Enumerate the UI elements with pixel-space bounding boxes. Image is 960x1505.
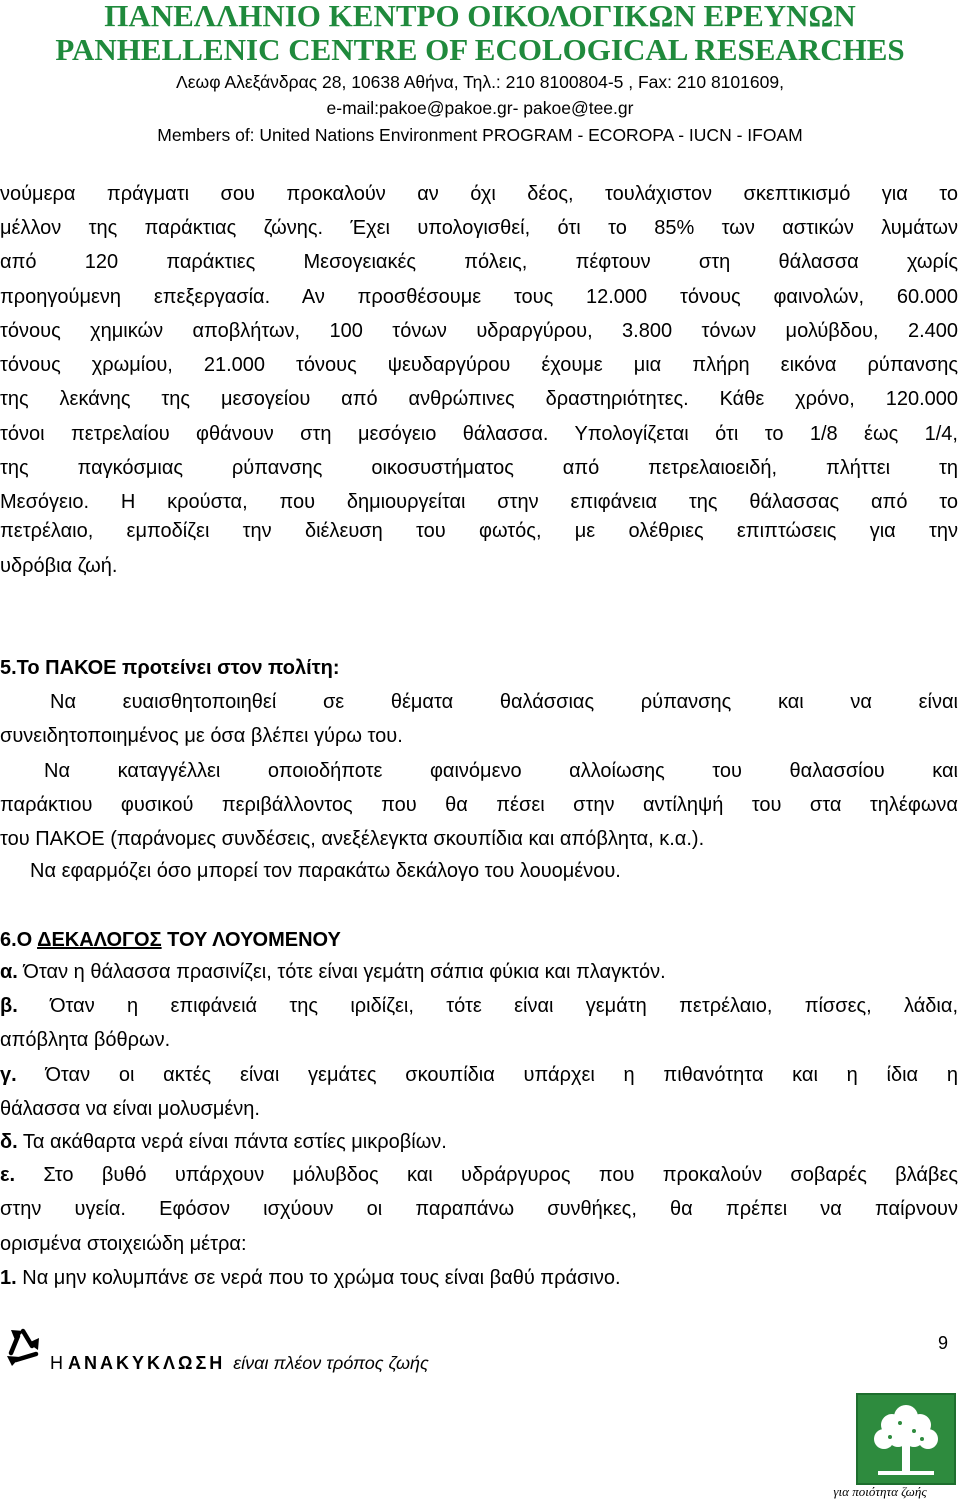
paragraph-line: προηγούμενη επεξεργασία. Αν προσθέσουμε τους 12.000 τόνους φαινολών, 60.000 — [0, 286, 958, 308]
footer-slogan: Η ΑΝΑΚΥΚΛΩΣΗ είναι πλέον τρόπος ζωής — [50, 1353, 429, 1373]
paragraph-line: μέλλον της παράκτιας ζώνης. Έχει υπολογισθεί, ότι το 85% των αστικών λυμάτων — [0, 217, 958, 239]
list-item: β. Όταν η επιφάνειά της ιριδίζει, τότε είναι γεμάτη πετρέλαιο, πίσσες, λάδια, — [0, 995, 958, 1017]
paragraph-line: της παγκόσμιας ρύπανσης οικοσυστήματος από πετρελαιοειδή, πλήττει τη — [0, 457, 958, 479]
list-item-continuation: απόβλητα βόθρων. — [0, 1029, 171, 1051]
recycle-icon — [2, 1326, 44, 1368]
paragraph-line: νούμερα πράγματι σου προκαλούν αν όχι δέος, τουλάχιστον σκεπτικισμό για το — [0, 183, 958, 205]
paragraph-line: της λεκάνης της μεσογείου από ανθρώπινες δραστηριότητες. Κάθε χρόνο, 120.000 — [0, 388, 958, 410]
paragraph-line: παράκτιου φυσικού περιβάλλοντος που θα πέσει στην αντίληψή του στα τηλέφωνα — [0, 794, 958, 816]
paragraph-line: τόνους χρωμίου, 21.000 τόνους ψευδαργύρου έχουμε μια πλήρη εικόνα ρύπανσης — [0, 354, 958, 376]
list-item: α. Όταν η θάλασσα πρασινίζει, τότε είναι γεμάτη σάπια φύκια και πλαγκτόν. — [0, 961, 666, 983]
org-address: Λεωφ Αλεξάνδρας 28, 10638 Αθήνα, Τηλ.: 210 8100804-5 , Fax: 210 8101609, — [176, 72, 784, 92]
logo-caption: για ποιότητα ζωής — [833, 1484, 927, 1499]
paragraph-line: τόνους χημικών αποβλήτων, 100 τόνων υδραργύρου, 3.800 τόνων μολύβδου, 2.400 — [0, 320, 958, 342]
section-heading: 5.Το ΠΑΚΟΕ προτείνει στον πολίτη: — [0, 657, 340, 679]
section-heading: 6.Ο ΔΕΚΑΛΟΓΟΣ ΤΟΥ ΛΟΥΟΜΕΝΟΥ — [0, 929, 341, 951]
list-item-continuation: θάλασσα να είναι μολυσμένη. — [0, 1098, 260, 1120]
list-item: δ. Τα ακάθαρτα νερά είναι πάντα εστίες μικροβίων. — [0, 1131, 447, 1153]
paragraph-line: συνειδητοποιημένος με όσα βλέπει γύρω του. — [0, 725, 403, 747]
org-email: e-mail:pakoe@pakoe.gr- pakoe@tee.gr — [326, 98, 634, 118]
org-name-greek: ΠΑΝΕΛΛΗΝΙΟ ΚΕΝΤΡΟ ΟΙΚΟΛΟΓΙΚΩΝ ΕΡΕΥΝΩΝ — [104, 0, 856, 33]
page-number: 9 — [938, 1333, 949, 1353]
list-item: 1. Να μην κολυμπάνε σε νερά που το χρώμα τους είναι βαθύ πράσινο. — [0, 1267, 621, 1289]
list-item-continuation: ορισμένα στοιχειώδη μέτρα: — [0, 1233, 247, 1255]
paragraph-line: Μεσόγειο. Η κρούστα, που δημιουργείται στην επιφάνεια της θάλασσας από το — [0, 491, 958, 513]
org-name-english: PANHELLENIC CENTRE OF ECOLOGICAL RESEARCHES — [55, 32, 905, 67]
list-item-continuation: στην υγεία. Εφόσον ισχύουν οι παραπάνω συνθήκες, θα πρέπει να παίρνουν — [0, 1198, 958, 1220]
paragraph-line: Να εφαρμόζει όσο μπορεί τον παρακάτω δεκάλογο του λουομένου. — [30, 860, 621, 882]
paragraph-line: Να καταγγέλλει οποιοδήποτε φαινόμενο αλλοίωσης του θαλασσίου και — [44, 760, 958, 782]
paragraph-line: υδρόβια ζωή. — [0, 555, 118, 577]
tree-logo-icon — [856, 1393, 956, 1485]
paragraph-line: τόνοι πετρελαίου φθάνουν στη μεσόγειο θάλασσα. Υπολογίζεται ότι το 1/8 έως 1/4, — [0, 423, 958, 445]
paragraph-line: πετρέλαιο, εμποδίζει την διέλευση του φωτός, με ολέθριες επιπτώσεις για την — [0, 520, 958, 542]
list-item: γ. Όταν οι ακτές είναι γεμάτες σκουπίδια υπάρχει η πιθανότητα και η ίδια η — [0, 1064, 958, 1086]
list-item: ε. Στο βυθό υπάρχουν μόλυβδος και υδράργυρος που προκαλούν σοβαρές βλάβες — [0, 1164, 958, 1186]
org-memberships: Members of: United Nations Environment PROGRAM - ECOROPA - IUCN - IFOAM — [157, 125, 803, 145]
paragraph-line: Να ευαισθητοποιηθεί σε θέματα θαλάσσιας ρύπανσης και να είναι — [50, 691, 958, 713]
paragraph-line: από 120 παράκτιες Μεσογειακές πόλεις, πέφτουν στη θάλασσα χωρίς — [0, 251, 958, 273]
paragraph-line: του ΠΑΚΟΕ (παράνομες συνδέσεις, ανεξέλεγκτα σκουπίδια και απόβλητα, κ.α.). — [0, 828, 705, 850]
